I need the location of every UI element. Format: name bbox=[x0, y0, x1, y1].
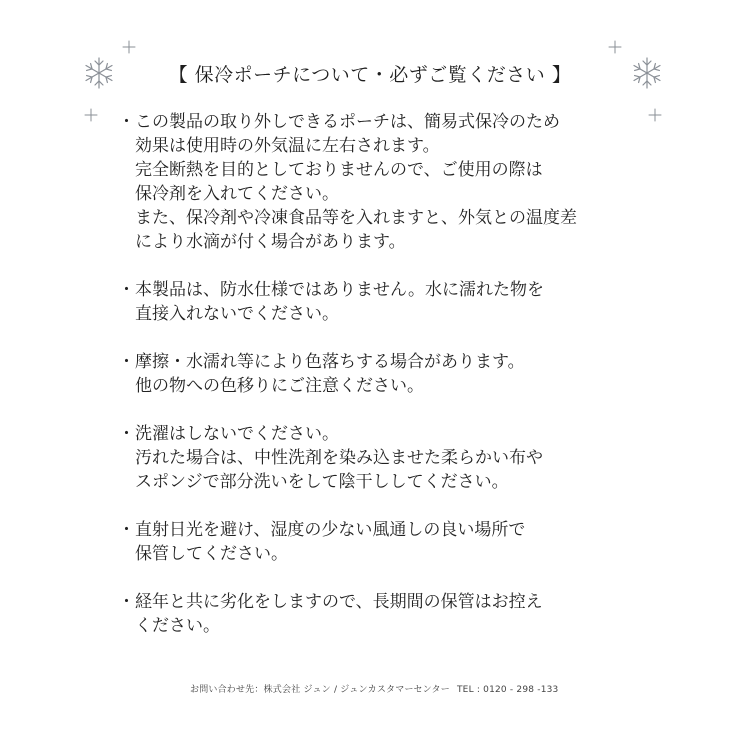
notice-line: この製品の取り外しできるポーチは、簡易式保冷のため bbox=[135, 112, 560, 132]
contact-tel: TEL : 0120 - 298 -133 bbox=[456, 685, 559, 695]
notice-item-color-fading bbox=[118, 350, 678, 398]
notice-line: 摩擦・水濡れ等により色落ちする場合があります。 bbox=[135, 352, 525, 372]
notice-line: スポンジで部分洗いをして陰干ししてください。 bbox=[135, 472, 509, 492]
notice-line: 直接入れないでください。 bbox=[135, 304, 339, 324]
notice-line: 洗濯はしないでください。 bbox=[135, 424, 339, 444]
bullet-mark: ・ bbox=[118, 520, 135, 540]
notice-item-storage bbox=[118, 518, 678, 566]
notice-item-waterproof bbox=[118, 278, 678, 326]
sparkle-icon bbox=[122, 40, 136, 54]
notice-line: 直射日光を避け、湿度の少ない風通しの良い場所で bbox=[135, 520, 526, 540]
bullet-mark: ・ bbox=[118, 280, 135, 300]
notice-line: また、保冷剤や冷凍食品等を入れますと、外気との温度差 bbox=[135, 208, 577, 228]
notice-line: 完全断熱を目的としておりませんので、ご使用の際は bbox=[135, 160, 543, 180]
notice-list bbox=[118, 110, 678, 662]
notice-line: 本製品は、防水仕様ではありません。水に濡れた物を bbox=[135, 280, 545, 300]
notice-item-insulation bbox=[118, 110, 678, 254]
notice-line: により水滴が付く場合があります。 bbox=[135, 232, 406, 252]
bullet-mark: ・ bbox=[118, 592, 135, 612]
sparkle-icon bbox=[84, 108, 98, 122]
notice-line: 保管してください。 bbox=[135, 544, 288, 564]
bullet-mark: ・ bbox=[118, 352, 135, 372]
notice-line: 保冷剤を入れてください。 bbox=[135, 184, 339, 204]
notice-item-washing bbox=[118, 422, 678, 494]
contact-text: お問い合わせ先：株式会社 ジュン / ジュンカスタマーセンター bbox=[190, 685, 450, 695]
contact-footer bbox=[190, 682, 562, 695]
notice-line: 効果は使用時の外気温に左右されます。 bbox=[135, 136, 440, 156]
notice-line: 汚れた場合は、中性洗剤を染み込ませた柔らかい布や bbox=[135, 448, 543, 468]
sparkle-icon bbox=[608, 40, 622, 54]
notice-item-aging bbox=[118, 590, 678, 638]
page-title: 【 保冷ポーチについて・必ずご覧ください 】 bbox=[168, 64, 572, 86]
notice-line: 他の物への色移りにご注意ください。 bbox=[135, 376, 424, 396]
notice-line: 経年と共に劣化をしますので、長期間の保管はお控え bbox=[135, 592, 543, 612]
bullet-mark: ・ bbox=[118, 112, 135, 132]
notice-line: ください。 bbox=[135, 616, 220, 636]
bullet-mark: ・ bbox=[118, 424, 135, 444]
